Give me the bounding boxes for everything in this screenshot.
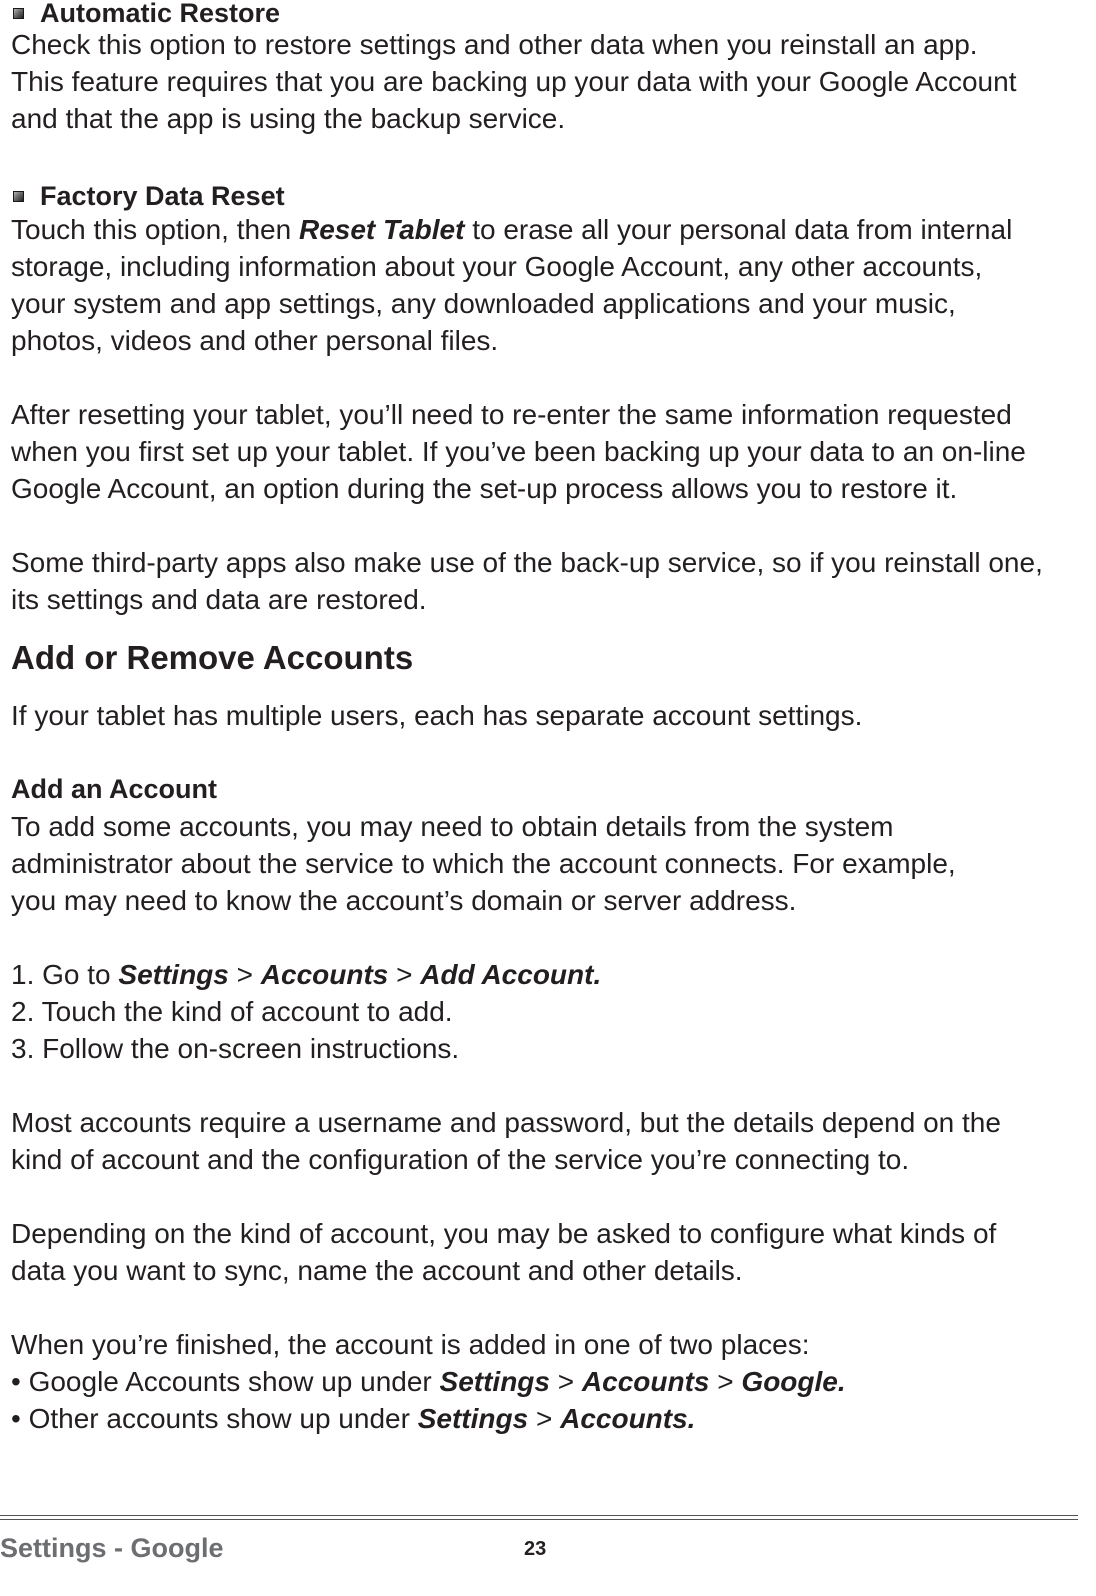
step-3: 3. Follow the on-screen instructions. — [11, 1033, 460, 1064]
text-line: Google Account, an option during the set-up process allows you to restore it. — [11, 473, 958, 504]
factory-reset-title: Factory Data Reset — [40, 181, 285, 211]
text-line: its settings and data are restored. — [11, 584, 427, 615]
add-account-label: Add Account. — [420, 959, 602, 990]
text-run: 1. Go to — [11, 959, 119, 990]
accounts-label: Accounts — [581, 1366, 710, 1397]
factory-reset-heading — [11, 183, 1086, 209]
text-line: Some third-party apps also make use of the back-up service, so if you reinstall one, — [11, 547, 1043, 578]
accounts-intro: If your tablet has multiple users, each has separate account settings. — [11, 700, 863, 731]
text-line: kind of account and the conﬁguration of the service you’re connecting to. — [11, 1144, 910, 1175]
accounts-label: Accounts. — [560, 1403, 696, 1434]
accounts-heading: Add or Remove Accounts — [11, 639, 414, 676]
separator: > — [528, 1403, 561, 1434]
page-number: 23 — [524, 1538, 547, 1560]
separator: > — [388, 959, 421, 990]
text-run: Touch this option, then — [11, 214, 299, 245]
text-line: you may need to know the account’s domain or server address. — [11, 885, 797, 916]
text-line: To add some accounts, you may need to obtain details from the system — [11, 811, 894, 842]
auto-restore-heading — [11, 0, 1086, 26]
text-line — [11, 211, 1086, 248]
text-line: storage, including information about your Google Account, any other accounts, — [11, 251, 983, 282]
text-line: administrator about the service to which the account connects. For example, — [11, 848, 956, 879]
text-run: • Google Accounts show up under — [11, 1366, 440, 1397]
text-line: Depending on the kind of account, you may be asked to conﬁgure what kinds of — [11, 1218, 997, 1249]
text-run: to erase all your personal data from internal — [464, 214, 1013, 245]
auto-restore-title: Automatic Restore — [40, 0, 281, 28]
document-page — [11, 0, 1086, 1437]
text-line: After resetting your tablet, you’ll need to re-enter the same information requested — [11, 399, 1012, 430]
footer-divider — [0, 1515, 1078, 1520]
separator: > — [228, 959, 261, 990]
text-run: • Other accounts show up under — [11, 1403, 418, 1434]
text-line: and that the app is using the backup service. — [11, 103, 566, 134]
footer-section-title: Settings - Google — [0, 1533, 224, 1563]
text-line: photos, videos and other personal ﬁles. — [11, 325, 499, 356]
settings-label: Settings — [417, 1403, 529, 1434]
text-line: When you’re ﬁnished, the account is added in one of two places: — [11, 1329, 810, 1360]
google-label: Google. — [741, 1366, 846, 1397]
text-line: Most accounts require a username and password, but the details depend on the — [11, 1107, 1001, 1138]
text-line: when you ﬁrst set up your tablet. If you’ve been backing up your data to an on-line — [11, 436, 1026, 467]
settings-label: Settings — [118, 959, 229, 990]
text-line: your system and app settings, any downloaded applications and your music, — [11, 288, 956, 319]
text-line: Check this option to restore settings and other data when you reinstall an app. — [11, 29, 978, 60]
separator: > — [550, 1366, 582, 1397]
bullet-other — [11, 1400, 1086, 1437]
separator: > — [709, 1366, 742, 1397]
bullet-square-icon — [13, 8, 24, 19]
accounts-label: Accounts — [260, 959, 389, 990]
bullet-square-icon — [13, 191, 24, 202]
step-1 — [11, 956, 1086, 993]
text-line: This feature requires that you are backing up your data with your Google Account — [11, 66, 1017, 97]
settings-label: Settings — [439, 1366, 550, 1397]
reset-tablet-label: Reset Tablet — [298, 214, 465, 245]
add-account-heading: Add an Account — [11, 774, 217, 804]
bullet-google — [11, 1363, 1086, 1400]
step-2: 2. Touch the kind of account to add. — [11, 996, 453, 1027]
text-line: data you want to sync, name the account and other details. — [11, 1255, 743, 1286]
